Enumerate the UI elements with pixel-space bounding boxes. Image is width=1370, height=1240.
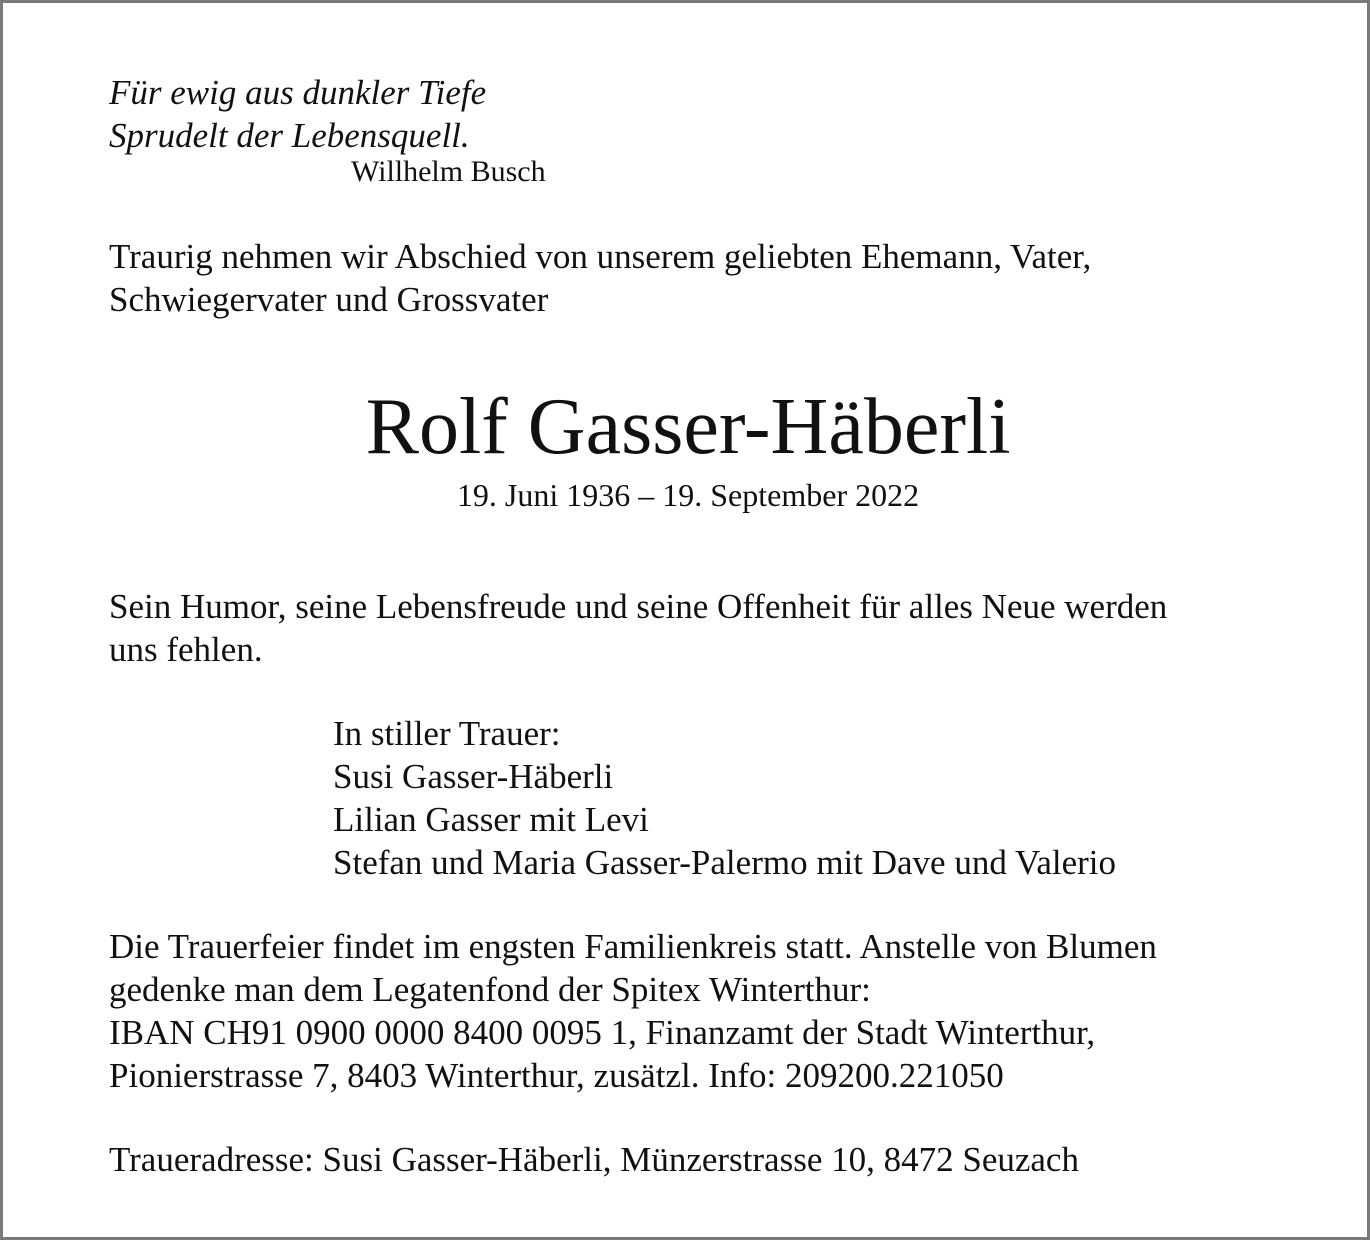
mourner-name: Stefan und Maria Gasser-Palermo mit Dave und Valerio [333,843,1117,882]
mourner-name: Lilian Gasser mit Levi [333,800,649,839]
intro-line: Traurig nehmen wir Abschied von unserem geliebten Ehemann, Vater, [109,237,1092,276]
quote-line: Sprudelt der Lebensquell. [109,116,470,155]
mourning-address: Traueradresse: Susi Gasser-Häberli, Münzerstrasse 10, 8472 Seuzach [109,1140,1079,1179]
ceremony-line: IBAN CH91 0900 0000 8400 0095 1, Finanzamt der Stadt Winterthur, [109,1013,1096,1052]
deceased-name: Rolf Gasser-Häberli [365,383,1011,471]
mourners-heading: In stiller Trauer: [333,714,561,753]
tribute-line: Sein Humor, seine Lebensfreude und seine Offenheit für alles Neue werden [109,587,1168,626]
intro-line: Schwiegervater und Grossvater [109,280,549,319]
tribute-line: uns fehlen. [109,630,263,669]
ceremony-line: Pionierstrasse 7, 8403 Winterthur, zusätzl. Info: 209200.221050 [109,1056,1004,1095]
life-dates: 19. Juni 1936 – 19. September 2022 [456,477,920,513]
ceremony-line: Die Trauerfeier findet im engsten Familienkreis statt. Anstelle von Blumen [109,927,1157,966]
quote-line: Für ewig aus dunkler Tiefe [109,73,487,112]
mourner-name: Susi Gasser-Häberli [333,757,614,796]
quote-author: Willhelm Busch [351,155,546,188]
ceremony-line: gedenke man dem Legatenfond der Spitex Winterthur: [109,970,871,1009]
